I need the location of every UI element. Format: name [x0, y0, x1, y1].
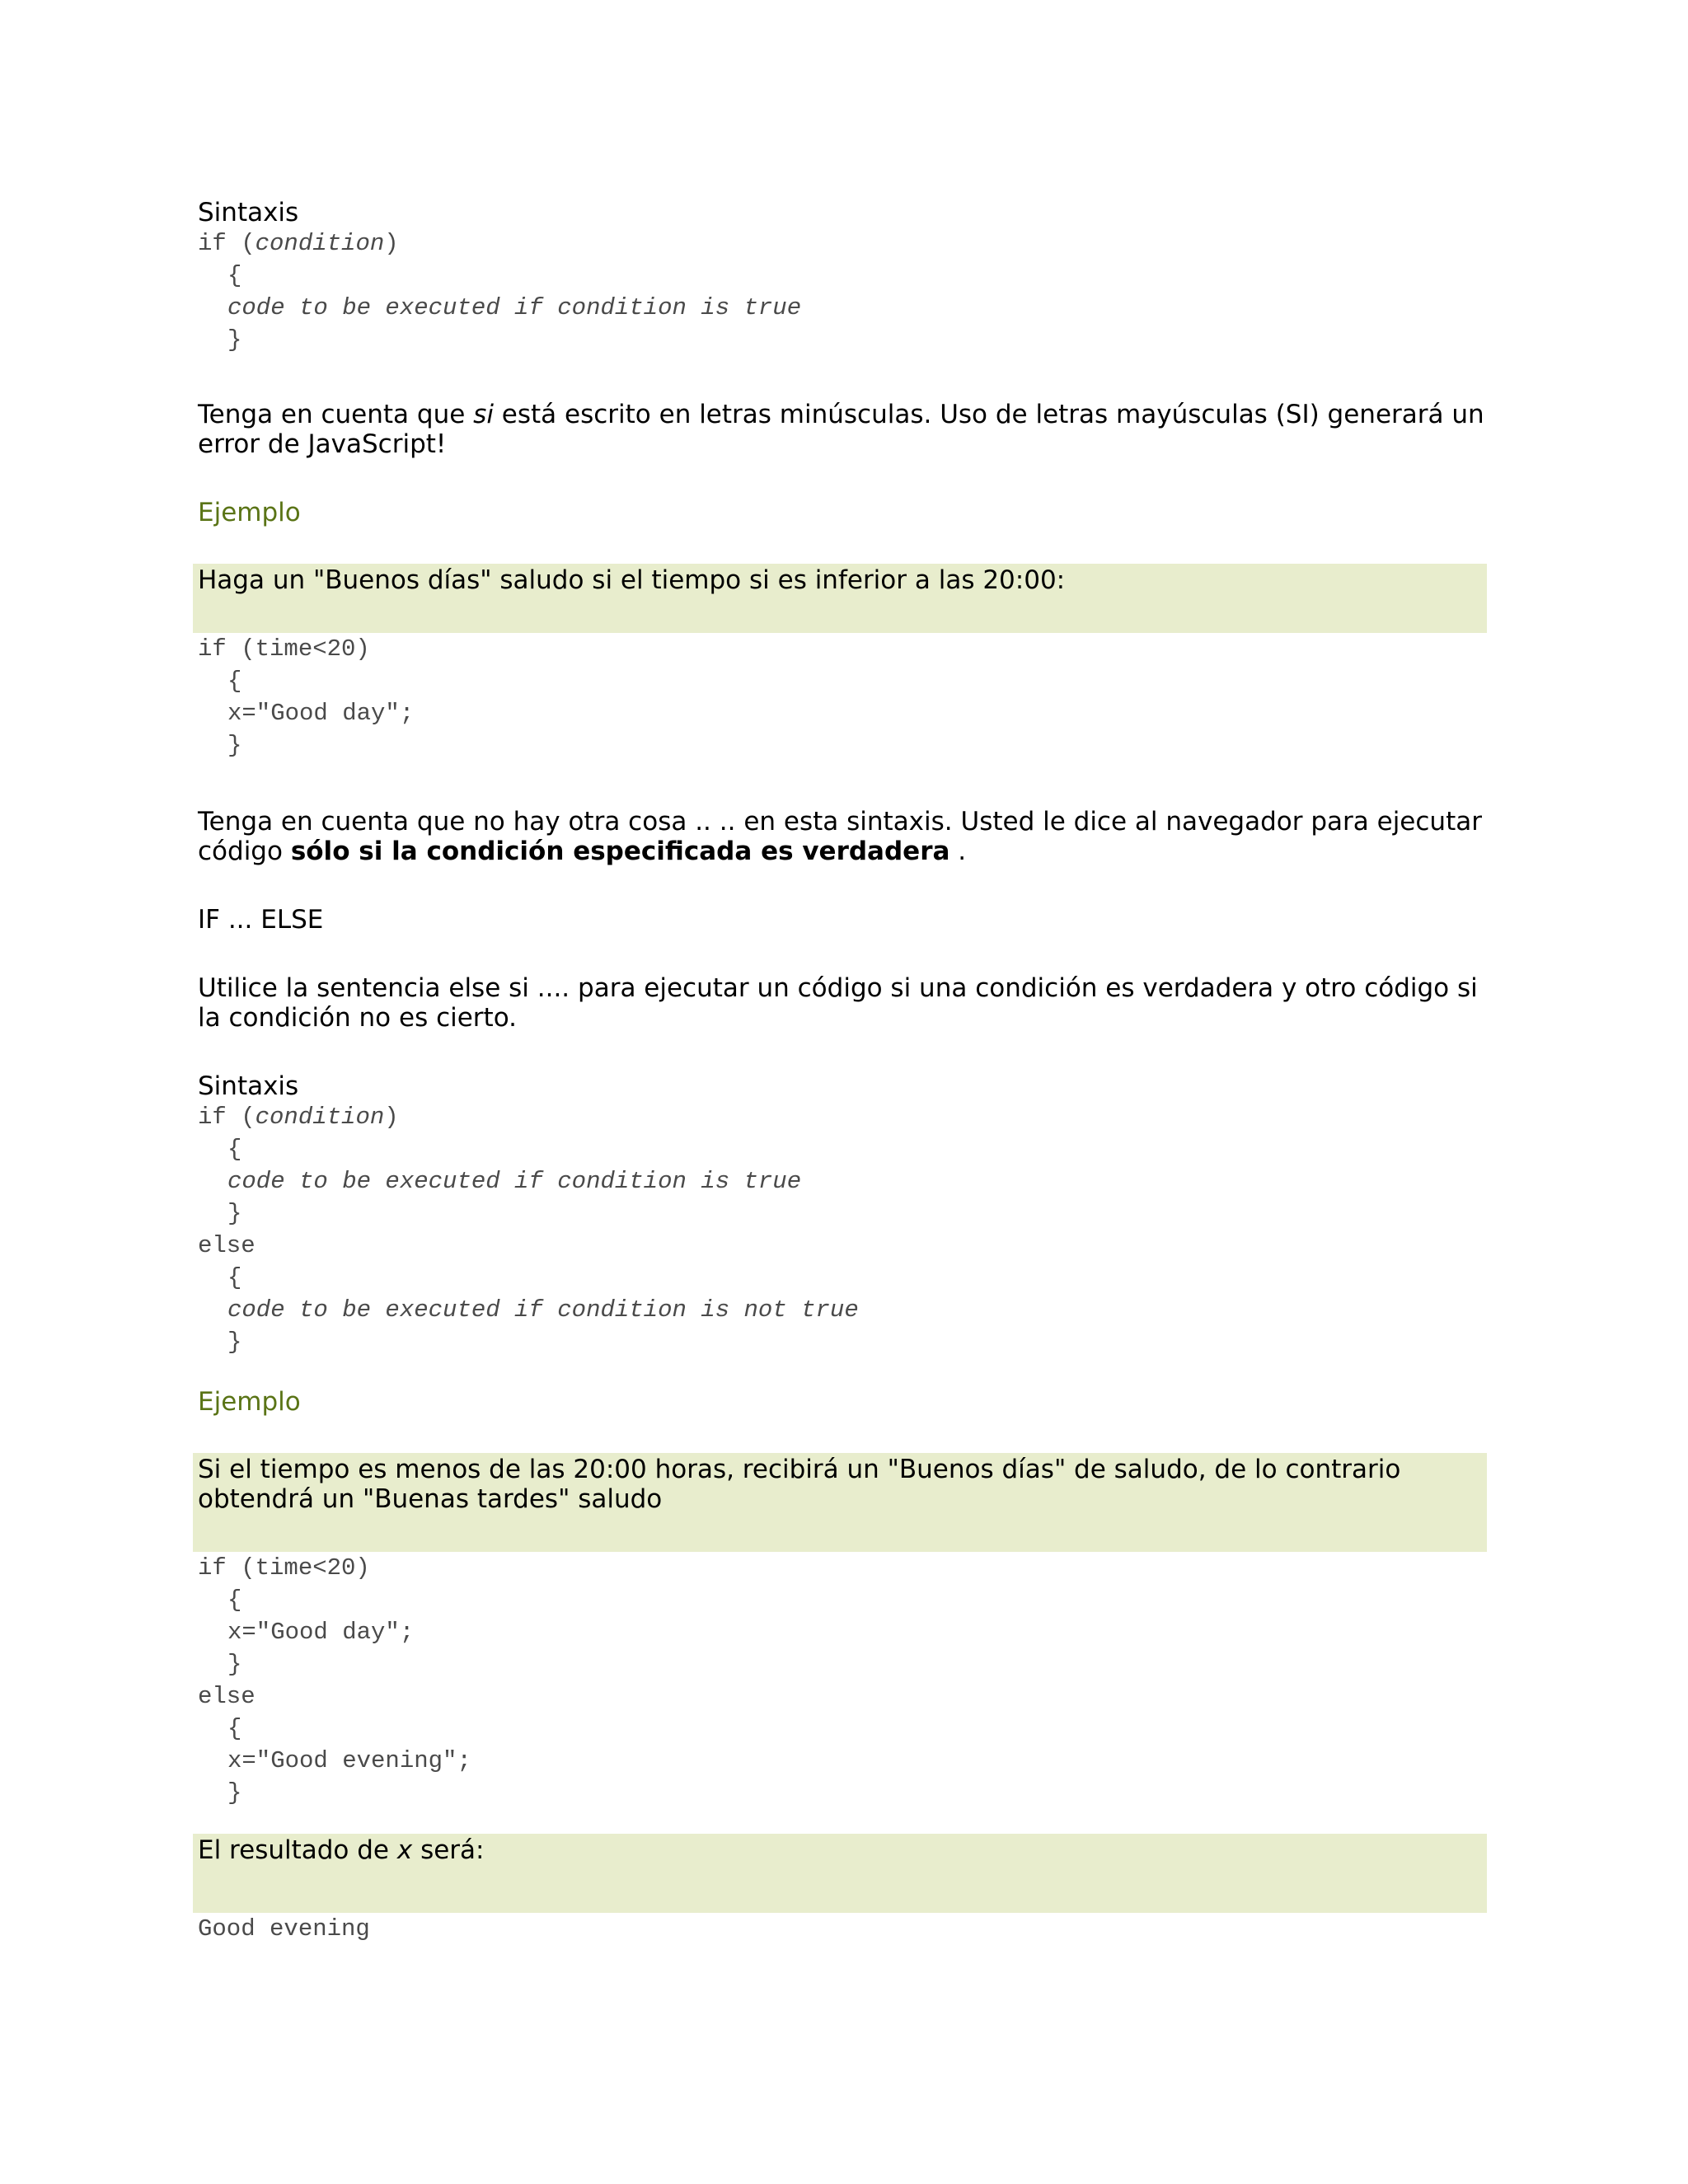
example-code-block: [198, 633, 1492, 762]
syntax-label: Sintaxis: [198, 198, 299, 227]
code-line: code to be executed if condition is true: [227, 1168, 802, 1195]
code-line: {: [227, 1136, 242, 1163]
code-line: }: [227, 1329, 242, 1356]
example-description-box: [193, 564, 1487, 633]
ifelse-syntax-code-block: [198, 1101, 1492, 1358]
syntax-code-block: [198, 227, 1492, 356]
code-line: if (time<20): [198, 635, 370, 663]
ifelse-intro: Utilice la sentencia else si .... para ejecutar un código si una condición es verdadera y otro código si la condición no es cierto.: [198, 973, 1478, 1033]
example-heading: Ejemplo: [198, 1387, 301, 1417]
code-line: }: [227, 732, 242, 759]
ifelse-title: IF ... ELSE: [198, 905, 324, 935]
code-line: x="Good day";: [227, 1619, 415, 1646]
document-page: [198, 198, 1492, 1945]
no-else-note: Tenga en cuenta que no hay otra cosa .. .. en esta sintaxis. Usted le dice al navegador para ejecutar código sólo si la condición especificada es verdadera .: [198, 807, 1482, 866]
code-line: Good evening: [198, 1915, 370, 1943]
code-line: {: [227, 1586, 242, 1614]
code-line: }: [227, 1200, 242, 1227]
code-line: {: [227, 668, 242, 695]
code-line: {: [227, 1264, 242, 1291]
code-line: }: [227, 326, 242, 354]
code-line: x="Good day";: [227, 700, 415, 727]
code-line: else: [198, 1232, 256, 1259]
example-code-block: [198, 1552, 1492, 1809]
code-line: else: [198, 1683, 256, 1710]
code-line: if (condition): [198, 230, 399, 257]
syntax-label: Sintaxis: [198, 1071, 299, 1101]
code-line: {: [227, 262, 242, 289]
lowercase-note: Tenga en cuenta que si está escrito en letras minúsculas. Uso de letras mayúsculas (SI) generará un error de JavaScript!: [198, 400, 1484, 459]
code-line: {: [227, 1715, 242, 1742]
example-description-box: [193, 1453, 1487, 1552]
code-line: code to be executed if condition is not true: [227, 1296, 859, 1324]
result-output: [198, 1913, 1492, 1945]
result-description: El resultado de x será:: [198, 1835, 485, 1865]
code-line: if (time<20): [198, 1554, 370, 1582]
code-line: code to be executed if condition is true: [227, 294, 802, 321]
example-description: Haga un "Buenos días" saludo si el tiempo si es inferior a las 20:00:: [198, 565, 1066, 595]
example-heading: Ejemplo: [198, 498, 301, 527]
code-line: x="Good evening";: [227, 1747, 471, 1774]
example-description: Si el tiempo es menos de las 20:00 horas, recibirá un "Buenos días" de saludo, de lo contrario obtendrá un "Buenas tardes" saludo: [198, 1455, 1401, 1514]
code-line: if (condition): [198, 1104, 399, 1131]
code-line: }: [227, 1651, 242, 1678]
code-line: }: [227, 1779, 242, 1807]
result-description-box: [193, 1834, 1487, 1913]
